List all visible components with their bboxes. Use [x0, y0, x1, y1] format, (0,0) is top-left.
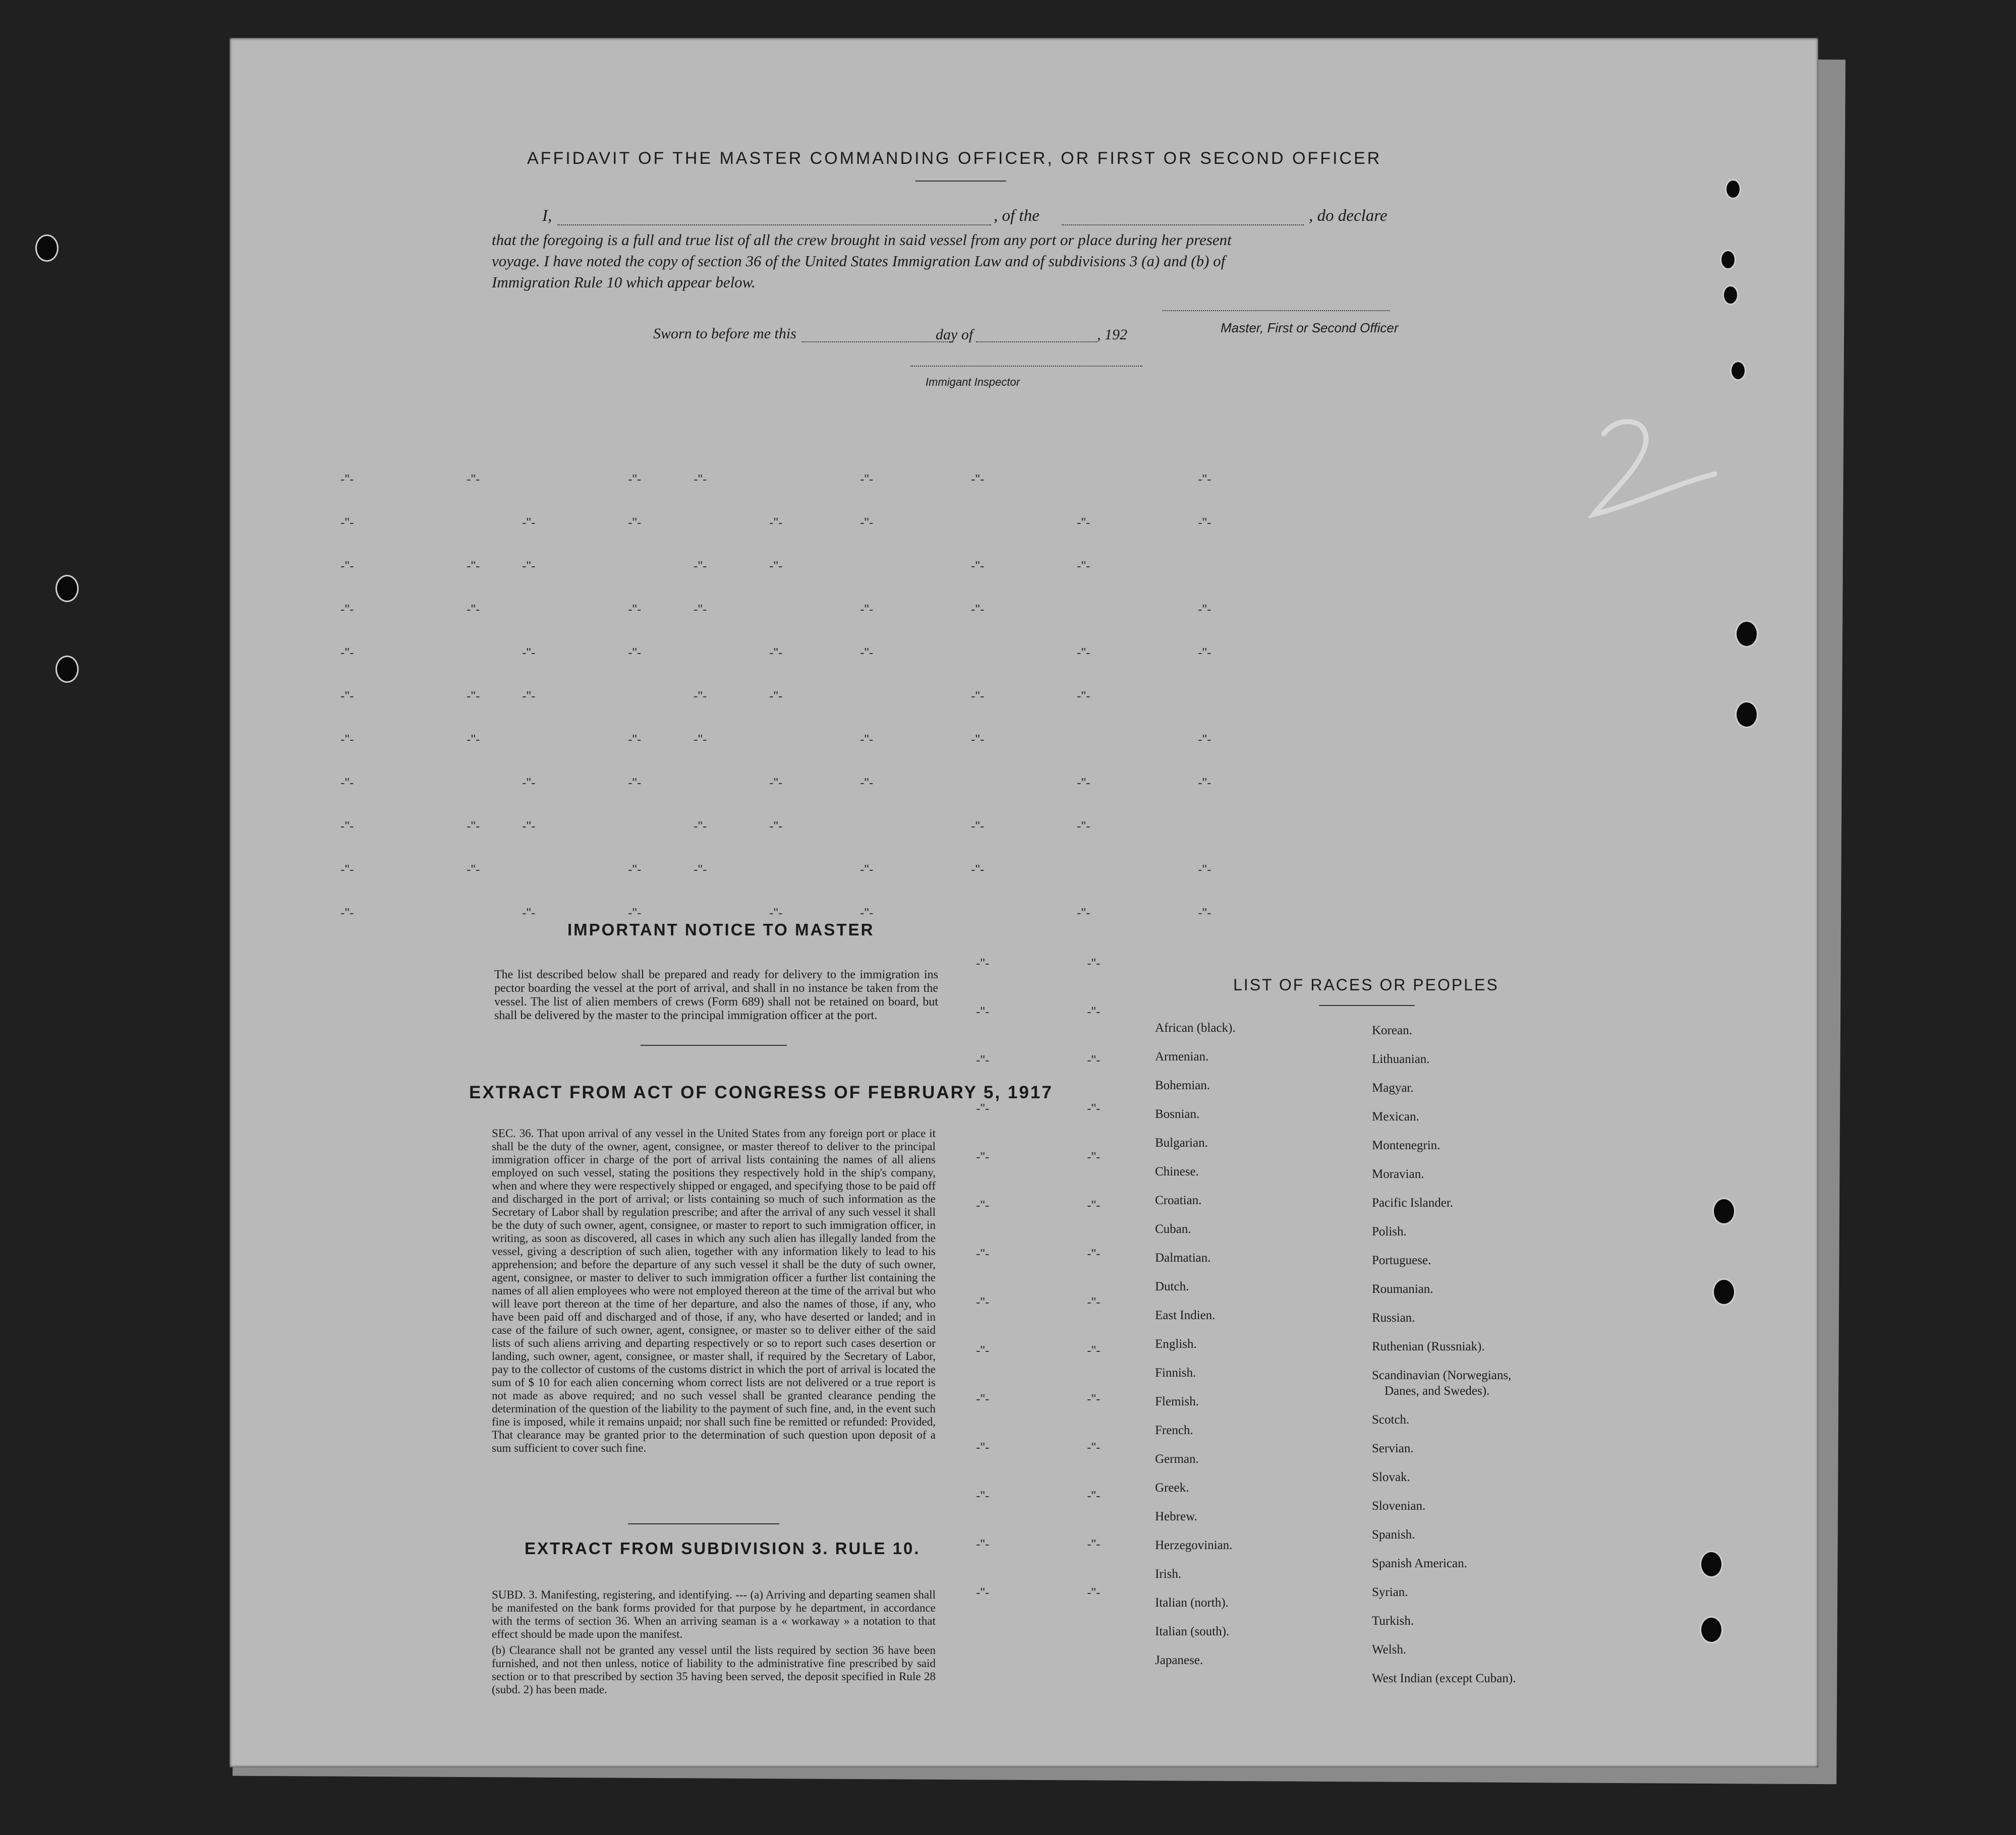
binder-hole: [35, 234, 59, 262]
ditto-mark: -"-: [1198, 515, 1212, 530]
notice-body: The list described below shall be prepared and ready for delivery to the immigration ins pector boarding the vessel at the port of arrival, and shall in no instance be taken from the vessel. The list of alien members of crews (Form 689) shall not be retained on board, but shall be delivered by the master to the principal immigration officer at the port.: [494, 968, 938, 1022]
rule-body-b: (b) Clearance shall not be granted any vessel until the lists required by section 36 have been furnished, and not then unless, notice of liability to the administrative fine prescribed by said section or to that prescribed by section 35 having been served, the deposit specified in Rule 28 (subd. 2) has been made.: [492, 1644, 936, 1696]
ditto-mark: -"-: [467, 732, 480, 747]
ditto-mark: -"-: [1087, 1343, 1101, 1358]
race-item: Japanese.: [1155, 1653, 1203, 1667]
race-item: German.: [1155, 1452, 1199, 1466]
ditto-mark: -"-: [1198, 862, 1212, 877]
signature-line: [1163, 310, 1390, 311]
ditto-mark: -"-: [976, 956, 990, 971]
ditto-mark: -"-: [860, 775, 874, 790]
ditto-mark: -"-: [467, 558, 480, 573]
ditto-mark: -"-: [340, 775, 354, 790]
ditto-mark: -"-: [340, 818, 354, 834]
ditto-mark: -"-: [628, 905, 642, 920]
ditto-mark: -"-: [522, 775, 536, 790]
ditto-mark: -"-: [976, 1052, 990, 1068]
race-item: Moravian.: [1372, 1167, 1424, 1181]
ditto-mark: -"-: [1198, 775, 1212, 790]
ditto-mark: -"-: [860, 471, 874, 487]
race-item: Korean.: [1372, 1024, 1412, 1037]
ditto-mark: -"-: [694, 688, 707, 703]
ditto-mark: -"-: [340, 905, 354, 920]
race-item: Portuguese.: [1372, 1254, 1431, 1267]
race-item: East Indien.: [1155, 1309, 1216, 1322]
binder-hole: [1735, 701, 1758, 728]
ditto-mark: -"-: [340, 862, 354, 877]
ditto-mark: -"-: [976, 1343, 990, 1358]
ditto-mark: -"-: [976, 1198, 990, 1213]
of-the-label: , of the: [994, 207, 1040, 225]
race-item: Montenegrin.: [1372, 1139, 1441, 1152]
ditto-mark: -"-: [1087, 1052, 1101, 1068]
name-line: [557, 224, 991, 225]
ditto-mark: -"-: [467, 818, 480, 834]
binder-hole: [1712, 1198, 1736, 1225]
ditto-mark: -"-: [340, 602, 354, 617]
binder-hole: [55, 656, 79, 683]
ditto-mark: -"-: [860, 602, 874, 617]
ditto-mark: -"-: [976, 1536, 990, 1552]
ditto-mark: -"-: [628, 645, 642, 660]
race-item: English.: [1155, 1337, 1197, 1351]
ditto-mark: -"-: [1077, 645, 1090, 660]
binder-hole: [1700, 1616, 1723, 1643]
ditto-mark: -"-: [1077, 818, 1090, 834]
ditto-mark: -"-: [971, 471, 985, 487]
race-item: Turkish.: [1372, 1614, 1414, 1628]
ditto-mark: -"-: [1077, 688, 1090, 703]
statement-line-1: that the foregoing is a full and true list of all the crew brought in said vessel from any port or place during her present: [492, 231, 1232, 249]
race-item: Danes, and Swedes).: [1385, 1384, 1490, 1398]
ditto-mark: -"-: [628, 775, 642, 790]
ditto-mark: -"-: [860, 645, 874, 660]
race-item: Slovak.: [1372, 1470, 1410, 1484]
ditto-mark: -"-: [971, 818, 985, 834]
ditto-mark: -"-: [340, 558, 354, 573]
act-body: SEC. 36. That upon arrival of any vessel in the United States from any foreign port or place it shall be the duty of the owner, agent, consignee, or master thereof to deliver to the principal immigration officer in charge of the port of arrival lists containing the names of all aliens employed on such vessel, stating the positions they respectively hold in the ship's company, when and where they were respectively shipped or engaged, and specifying those to be paid off and discharged in the port of arrival; or lists containing so much of such information as the Secretary of Labor shall by regulation prescribe; and after the arrival of any such vessel it shall be the duty of such owner, agent, consignee, or master to report to such immigration officer, in writing, as soon as discovered, all cases in which any such alien has illegally landed from the vessel, giving a description of such alien, together with any information likely to lead to his apprehension; and before the departure of any such vessel it shall be the duty of such owner, agent, consignee, or master to deliver to such immigration officer a further list containing the names of all alien employees who were not employed thereon at the time of the arrival but who will leave port thereon at the time of her departure, and also the names of those, if any, who have been paid off and discharged and of those, if any, who have deserted or landed; and in case of the failure of such owner, agent, consignee, or master so to deliver either of the said lists of such aliens arriving and departing respectively or so to report such cases desertion or landing, such owner, agent, consignee, or master shall, if required by the Secretary of Labor, pay to the collector of customs of the customs district in which the port of arrival is located the sum of $ 10 for each alien concerning whom correct lists are not delivered or a true report is not made as above required; and no such vessel shall be granted clearance pending the determination of the question of the liability to the payment of such fine, and, in the event such fine is imposed, while it remains unpaid; nor shall such fine be remitted or refunded: Provided, That clearance may be granted prior to the determination of such question upon deposit of a sum sufficient to cover such fine.: [492, 1127, 936, 1454]
ditto-mark: -"-: [1077, 515, 1090, 530]
ditto-mark: -"-: [971, 688, 985, 703]
month-line: [976, 341, 1097, 342]
title-underline: [915, 181, 1006, 182]
binder-hole: [1730, 361, 1746, 381]
ditto-mark: -"-: [1087, 1198, 1101, 1213]
ditto-mark: -"-: [522, 688, 536, 703]
day-of-label: day of: [936, 326, 973, 343]
ditto-mark: -"-: [340, 645, 354, 660]
ditto-mark: -"-: [1087, 1536, 1101, 1552]
ditto-mark: -"-: [628, 515, 642, 530]
ditto-mark: -"-: [1198, 732, 1212, 747]
ditto-mark: -"-: [976, 1391, 990, 1406]
ditto-mark: -"-: [860, 905, 874, 920]
ditto-mark: -"-: [522, 645, 536, 660]
ditto-mark: -"-: [1077, 775, 1090, 790]
sworn-label: Sworn to before me this: [653, 325, 796, 342]
ditto-mark: -"-: [1198, 905, 1212, 920]
race-item: Dalmatian.: [1155, 1251, 1211, 1265]
ditto-mark: -"-: [1087, 1294, 1101, 1310]
ditto-mark: -"-: [971, 732, 985, 747]
ditto-mark: -"-: [976, 1488, 990, 1503]
ditto-mark: -"-: [769, 558, 783, 573]
race-item: Scandinavian (Norwegians,: [1372, 1369, 1512, 1382]
binder-hole: [55, 575, 79, 602]
race-item: Cuban.: [1155, 1222, 1191, 1236]
ditto-mark: -"-: [694, 602, 707, 617]
affidavit-title: AFFIDAVIT OF THE MASTER COMMANDING OFFICER, OR FIRST OR SECOND OFFICER: [527, 149, 1382, 168]
race-item: French.: [1155, 1424, 1193, 1437]
ditto-mark: -"-: [769, 905, 783, 920]
ditto-mark: -"-: [628, 471, 642, 487]
race-item: Italian (north).: [1155, 1596, 1229, 1610]
affidavit-statement: [492, 229, 1647, 293]
sworn-day-line: [802, 341, 953, 342]
race-item: Welsh.: [1372, 1643, 1407, 1656]
ditto-mark: -"-: [976, 1440, 990, 1455]
ditto-mark: -"-: [1087, 956, 1101, 971]
notice-rule: [641, 1045, 787, 1046]
ditto-mark: -"-: [1087, 1488, 1101, 1503]
race-item: Slovenian.: [1372, 1499, 1426, 1513]
rule-body-a: SUBD. 3. Manifesting, registering, and identifying. --- (a) Arriving and departing seamen shall be manifested on the bank forms provided for that purpose by he department, in accordance with the terms of section 36. When an arriving seaman is a « workaway » a notation to that effect should be made upon the manifest.: [492, 1588, 936, 1640]
inspector-line: [910, 366, 1142, 367]
races-heading: LIST OF RACES OR PEOPLES: [1233, 976, 1499, 994]
race-item: Scotch.: [1372, 1413, 1410, 1427]
ditto-mark: -"-: [467, 602, 480, 617]
race-item: Chinese.: [1155, 1165, 1199, 1178]
race-item: African (black).: [1155, 1021, 1236, 1035]
race-item: West Indian (except Cuban).: [1372, 1672, 1516, 1685]
ditto-mark: -"-: [971, 558, 985, 573]
ditto-mark: -"-: [860, 515, 874, 530]
ditto-mark: -"-: [340, 688, 354, 703]
binder-hole: [1722, 285, 1739, 305]
ditto-mark: -"-: [340, 732, 354, 747]
ditto-mark: -"-: [522, 905, 536, 920]
ditto-mark: -"-: [860, 732, 874, 747]
race-item: Armenian.: [1155, 1050, 1209, 1063]
binder-hole: [1712, 1278, 1736, 1306]
race-item: Italian (south).: [1155, 1625, 1230, 1638]
year-label: , 192: [1097, 326, 1127, 343]
ditto-mark: -"-: [628, 732, 642, 747]
race-item: Finnish.: [1155, 1366, 1196, 1380]
ditto-mark: -"-: [1077, 905, 1090, 920]
rule-heading: EXTRACT FROM SUBDIVISION 3. RULE 10.: [525, 1539, 920, 1558]
ditto-mark: -"-: [1087, 1246, 1101, 1261]
ditto-mark: -"-: [1198, 645, 1212, 660]
ditto-mark: -"-: [976, 1246, 990, 1261]
vessel-line: [1062, 224, 1304, 225]
races-rule: [1319, 1005, 1415, 1006]
race-item: Herzegovinian.: [1155, 1538, 1233, 1552]
binder-hole: [1735, 620, 1758, 647]
ditto-mark: -"-: [694, 471, 707, 487]
ditto-mark: -"-: [467, 471, 480, 487]
race-item: Syrian.: [1372, 1585, 1408, 1599]
ditto-mark: -"-: [976, 1149, 990, 1164]
ditto-mark: -"-: [769, 515, 783, 530]
ditto-mark: -"-: [769, 775, 783, 790]
race-item: Greek.: [1155, 1481, 1189, 1495]
race-item: Polish.: [1372, 1225, 1407, 1238]
race-item: Lithuanian.: [1372, 1052, 1430, 1066]
inspector-label: Immigant Inspector: [926, 376, 1020, 388]
ditto-mark: -"-: [769, 818, 783, 834]
do-declare-label: , do declare: [1309, 207, 1388, 225]
race-item: Flemish.: [1155, 1395, 1199, 1408]
ditto-mark: -"-: [1087, 1585, 1101, 1600]
race-item: Ruthenian (Russniak).: [1372, 1340, 1485, 1353]
race-item: Irish.: [1155, 1567, 1182, 1581]
ditto-mark: -"-: [971, 862, 985, 877]
document-page: [229, 38, 1818, 1767]
race-item: Roumanian.: [1372, 1282, 1433, 1296]
ditto-mark: -"-: [522, 818, 536, 834]
ditto-mark: -"-: [1198, 602, 1212, 617]
ditto-mark: -"-: [860, 862, 874, 877]
ditto-mark: -"-: [1087, 1391, 1101, 1406]
act-rule: [628, 1523, 779, 1524]
ditto-mark: -"-: [971, 602, 985, 617]
race-item: Bohemian.: [1155, 1079, 1211, 1092]
race-item: Bosnian.: [1155, 1107, 1200, 1121]
ditto-mark: -"-: [628, 862, 642, 877]
ditto-mark: -"-: [976, 1101, 990, 1116]
ditto-mark: -"-: [467, 862, 480, 877]
ditto-mark: -"-: [1087, 1149, 1101, 1164]
race-item: Bulgarian.: [1155, 1136, 1208, 1150]
race-item: Mexican.: [1372, 1110, 1419, 1123]
race-item: Magyar.: [1372, 1081, 1414, 1095]
binder-hole: [1720, 250, 1736, 270]
race-item: Dutch.: [1155, 1280, 1189, 1293]
ditto-mark: -"-: [522, 515, 536, 530]
ditto-mark: -"-: [1087, 1004, 1101, 1019]
ditto-mark: -"-: [1198, 471, 1212, 487]
race-item: Pacific Islander.: [1372, 1196, 1454, 1210]
ditto-mark: -"-: [694, 558, 707, 573]
statement-line-2: voyage. I have noted the copy of section 36 of the United States Immigration Law and of subdivisions 3 (a) and (b) of: [492, 252, 1226, 270]
affidavit-i-label: I,: [542, 207, 552, 225]
ditto-mark: -"-: [976, 1585, 990, 1600]
race-item: Servian.: [1372, 1442, 1414, 1455]
ditto-mark: -"-: [976, 1294, 990, 1310]
ditto-mark: -"-: [694, 862, 707, 877]
ditto-mark: -"-: [694, 818, 707, 834]
ditto-mark: -"-: [1077, 558, 1090, 573]
race-item: Spanish American.: [1372, 1557, 1467, 1570]
handwritten-number-mark: [1574, 408, 1720, 529]
binder-hole: [1725, 179, 1741, 199]
race-item: Croatian.: [1155, 1194, 1202, 1207]
ditto-mark: -"-: [769, 688, 783, 703]
ditto-mark: -"-: [1087, 1101, 1101, 1116]
notice-heading: IMPORTANT NOTICE TO MASTER: [567, 920, 875, 939]
ditto-mark: -"-: [1087, 1440, 1101, 1455]
act-heading: EXTRACT FROM ACT OF CONGRESS OF FEBRUARY 5, 1917: [469, 1083, 1053, 1102]
ditto-mark: -"-: [340, 515, 354, 530]
ditto-mark: -"-: [628, 602, 642, 617]
ditto-mark: -"-: [467, 688, 480, 703]
ditto-mark: -"-: [694, 732, 707, 747]
binder-hole: [1700, 1551, 1723, 1578]
ditto-mark: -"-: [769, 645, 783, 660]
race-item: Hebrew.: [1155, 1510, 1197, 1523]
statement-line-3: Immigration Rule 10 which appear below.: [492, 273, 756, 291]
race-item: Russian.: [1372, 1311, 1415, 1325]
master-signature-label: Master, First or Second Officer: [1221, 320, 1399, 335]
ditto-mark: -"-: [976, 1004, 990, 1019]
ditto-mark: -"-: [340, 471, 354, 487]
race-item: Spanish.: [1372, 1528, 1415, 1542]
ditto-mark: -"-: [522, 558, 536, 573]
